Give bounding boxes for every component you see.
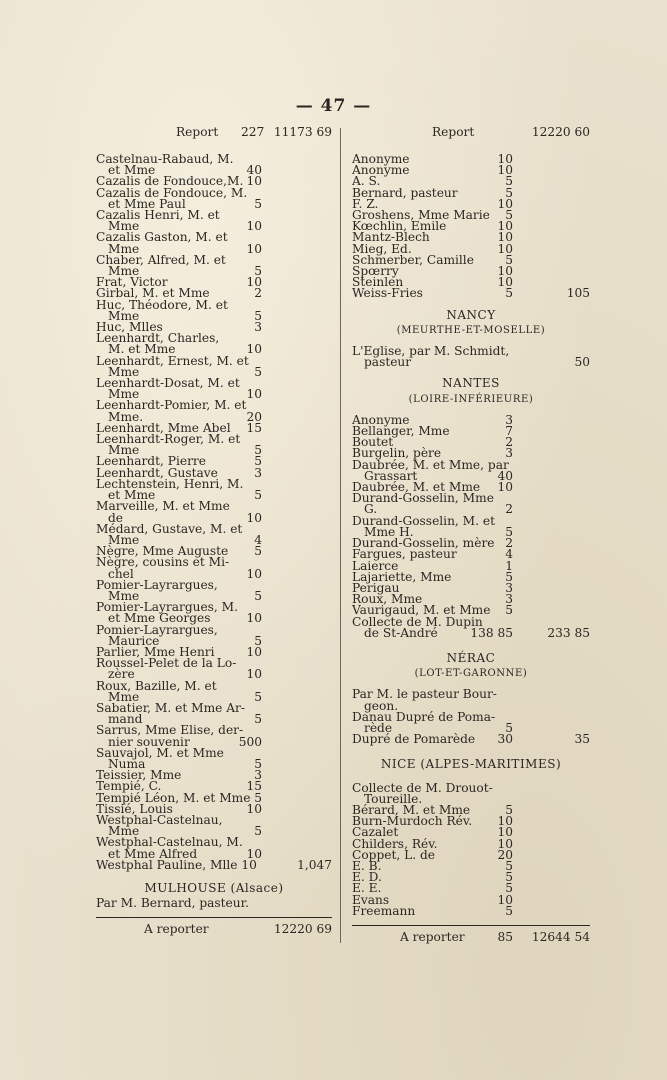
- entry-name-continued: pasteur: [364, 355, 412, 370]
- entry-amount: 10: [497, 196, 513, 211]
- entry-amount: 138 85: [470, 625, 513, 640]
- list-item: [96, 658, 332, 680]
- entry-name: Pomier-Layrargues,: [96, 577, 218, 592]
- entry-amount: 1: [505, 558, 513, 573]
- list-item: [96, 812, 332, 839]
- list-item: [352, 858, 590, 873]
- right-column: [352, 125, 590, 946]
- entry-amount: 4: [505, 547, 513, 562]
- entry-name: Roussel-Pelet de la Lo-: [96, 656, 237, 671]
- list-item: [96, 725, 332, 747]
- entry-name: Leenhardt, Mme Abel: [96, 420, 231, 435]
- entry-amount: 2: [505, 536, 513, 551]
- report-label: Report: [432, 125, 475, 139]
- entry-amount: 3: [505, 580, 513, 595]
- section-title-nice: NICE (ALPES-MARITIMES): [380, 757, 562, 772]
- entry-name: Westphal-Castelnau, M.: [96, 835, 243, 850]
- entry-amount: 10: [246, 387, 262, 402]
- entry-amount: 5: [505, 208, 513, 223]
- nancy-entry-list: [352, 346, 590, 368]
- section-subtitle-nantes: (LOIRE-INFÉRIEURE): [408, 393, 534, 405]
- entry-amount: 3: [254, 768, 262, 783]
- entry-name: Cazalet: [352, 825, 399, 840]
- entry-total: 1,047: [297, 857, 332, 872]
- entry-amount: 5: [505, 252, 513, 267]
- entry-amount: 5: [254, 196, 262, 211]
- entry-name-continued: Maurice: [108, 633, 160, 648]
- entry-name: Groshens, Mme Marie: [352, 208, 490, 223]
- entry-name-continued: Mme: [108, 532, 140, 547]
- entry-amount: 10: [497, 264, 513, 279]
- entry-amount: 3: [254, 320, 262, 335]
- footer-total: 12220 69: [273, 922, 332, 937]
- entry-amount: 5: [254, 308, 262, 323]
- entry-amount: 5: [254, 488, 262, 503]
- entry-amount: 5: [505, 802, 513, 817]
- entry-amount: 10: [246, 611, 262, 626]
- entry-amount: 30: [497, 732, 513, 747]
- list-item: [96, 577, 332, 603]
- entry-name: Médard, Gustave, M. et: [96, 521, 243, 536]
- entry-amount: 10: [246, 174, 262, 189]
- list-item: [96, 476, 332, 503]
- entry-amount: 10: [497, 480, 513, 495]
- entry-name: Anonyme: [352, 152, 410, 166]
- left-entry-list: [96, 154, 332, 871]
- entry-amount: 500: [238, 734, 262, 749]
- entry-amount: 5: [254, 824, 262, 839]
- entry-name: Leenhardt-Dosat, M. et: [96, 376, 240, 391]
- list-item: [96, 210, 332, 232]
- entry-name: Dupré de Pomarède: [352, 732, 476, 747]
- report-label: Report: [176, 125, 219, 139]
- entry-name-continued: nier souvenir: [108, 734, 190, 749]
- entry-amount: 20: [497, 847, 513, 862]
- entry-name: Roux, Bazille, M. et: [96, 678, 217, 693]
- list-item: [352, 709, 590, 735]
- entry-name-continued: rède: [364, 720, 393, 735]
- entry-name-continued: Mme.: [108, 409, 144, 424]
- entry-name-continued: et Mme Paul: [108, 196, 186, 211]
- entry-amount: 10: [246, 342, 262, 357]
- entry-amount: 10: [497, 836, 513, 851]
- entry-name: Weiss-Fries: [352, 286, 423, 301]
- entry-name-continued: Mme: [108, 443, 140, 458]
- total-rule: [352, 925, 590, 926]
- entry-name: Daubrée, M. et Mme, par: [352, 457, 509, 472]
- entry-amount: 10: [497, 241, 513, 256]
- entry-amount: 10: [246, 667, 262, 682]
- list-item: [96, 353, 332, 379]
- entry-amount: 10: [246, 275, 262, 290]
- entry-name-continued: Mme: [108, 264, 140, 279]
- entry-name: Roux, Mme: [352, 592, 423, 607]
- section-subtitle-nerac: (LOT-ET-GARONNE): [414, 668, 528, 680]
- entry-name: Castelnau-Rabaud, M.: [96, 152, 234, 166]
- entry-amount: 10: [246, 510, 262, 525]
- entry-name: E. B.: [352, 858, 382, 873]
- entry-name: Bellanger, Mme: [352, 424, 450, 439]
- entry-name: Pomier-Layrargues,: [96, 622, 218, 637]
- entry-name: Fargues, pasteur: [352, 547, 457, 562]
- entry-name: Vaurigaud, M. et Mme: [352, 603, 491, 618]
- entry-name: A. S.: [352, 174, 381, 189]
- entry-name: Huc, Théodore, M. et: [96, 297, 228, 312]
- entry-name: Durand-Gosselin, M. et: [352, 513, 496, 528]
- entry-name: Chaber, Alfred, M. et: [96, 252, 226, 267]
- entry-amount: 5: [505, 720, 513, 735]
- entry-amount: 10: [497, 219, 513, 234]
- entry-name-continued: Mme: [108, 824, 140, 839]
- entry-name: Perigau: [352, 580, 400, 595]
- entry-name: E. E.: [352, 881, 382, 896]
- entry-amount: 20: [246, 409, 262, 424]
- entry-name: Leenhardt-Roger, M. et: [96, 432, 241, 447]
- entry-name-continued: Mme: [108, 219, 140, 234]
- footer-total: 12644 54: [531, 929, 590, 944]
- entry-name: Westphal Pauline, Mlle 10: [96, 857, 257, 872]
- entry-name-continued: Toureille.: [364, 791, 423, 806]
- report-count: 227: [241, 125, 265, 139]
- report-total: 12220 60: [531, 125, 590, 139]
- entry-amount: 10: [497, 892, 513, 907]
- entry-amount: 2: [505, 502, 513, 517]
- entry-name: Mantz-Blech: [352, 230, 430, 245]
- entry-amount: 5: [505, 903, 513, 918]
- entry-name: Lajariette, Mme: [352, 569, 452, 584]
- entry-amount: 3: [505, 412, 513, 427]
- entry-name: Freemann: [352, 903, 416, 918]
- entry-amount: 5: [254, 588, 262, 603]
- list-item: [96, 297, 332, 323]
- entry-name: Danau Dupré de Poma-: [352, 709, 496, 724]
- entry-name: Evans: [352, 892, 390, 907]
- list-item: [96, 501, 332, 523]
- entry-amount: 10: [246, 566, 262, 581]
- section-title-mulhouse: MULHOUSE (Alsace): [144, 881, 284, 895]
- entry-name: Marveille, M. et Mme: [96, 499, 230, 514]
- entry-name: Sauvajol, M. et Mme: [96, 745, 224, 760]
- entry-name: Tempié Léon, M. et Mme: [96, 790, 251, 805]
- entry-name: Leenhardt, Pierre: [96, 454, 206, 469]
- entry-amount: 5: [505, 881, 513, 896]
- entry-amount: 2: [505, 435, 513, 450]
- list-item: [352, 165, 590, 176]
- list-item: [352, 847, 590, 862]
- section-subtitle-nancy: (MEURTHE-ET-MOSELLE): [396, 324, 546, 336]
- entry-amount: 3: [505, 446, 513, 461]
- entry-name: F. Z.: [352, 196, 379, 211]
- entry-name-continued: et Mme Alfred: [108, 846, 198, 861]
- entry-total: 105: [566, 286, 590, 301]
- list-item: [352, 903, 590, 918]
- entry-amount: 5: [505, 603, 513, 618]
- list-item: [352, 493, 590, 515]
- entry-name: Bérard, M. et Mme: [352, 802, 471, 817]
- section-title-nerac: NÉRAC: [446, 650, 496, 665]
- entry-name-continued: de St-André: [364, 625, 438, 640]
- entry-amount: 15: [246, 420, 262, 435]
- entry-name: Leenhardt, Ernest, M. et: [96, 353, 249, 368]
- entry-name: Durand-Gosselin, Mme: [352, 491, 494, 506]
- entry-amount: 5: [254, 689, 262, 704]
- entry-name-continued: Grassart: [364, 468, 418, 483]
- entry-name: Durand-Gosselin, mère: [352, 536, 495, 551]
- list-item: [352, 288, 590, 299]
- page-number: — 47 —: [295, 96, 372, 116]
- list-item: [96, 557, 332, 579]
- entry-name: Kœchlin, Emile: [352, 219, 447, 234]
- entry-name-continued: et Mme Georges: [108, 611, 211, 626]
- list-item: [96, 400, 332, 422]
- entry-name: Lechtenstein, Henri, M.: [96, 476, 244, 491]
- entry-amount: 5: [505, 524, 513, 539]
- list-item: [96, 232, 332, 254]
- entry-name: Mieg, Ed.: [352, 241, 412, 256]
- nerac-entry-list: [352, 689, 590, 745]
- list-item: [96, 154, 332, 176]
- list-item: [352, 185, 590, 200]
- entry-name: Girbal, M. et Mme: [96, 286, 210, 301]
- entry-name: Collecte de M. Drouot-: [352, 780, 493, 795]
- list-item: [96, 837, 332, 859]
- entry-amount: 5: [254, 712, 262, 727]
- section-note: Par M. Bernard, pasteur.: [96, 896, 249, 911]
- entry-name-continued: Numa: [108, 756, 146, 771]
- entry-amount: 7: [505, 424, 513, 439]
- entry-name: Par M. le pasteur Bour-: [352, 687, 497, 702]
- list-item: [96, 745, 332, 771]
- entry-amount: 15: [246, 779, 262, 794]
- entry-name-continued: mand: [108, 712, 143, 727]
- entry-amount: 5: [254, 364, 262, 379]
- entry-amount: 10: [246, 644, 262, 659]
- entry-name: L'Eglise, par M. Schmidt,: [352, 344, 510, 359]
- entry-name: Tempié, C.: [96, 779, 162, 794]
- entry-name: Teissier, Mme: [96, 768, 182, 783]
- entry-name: Daubrée, M. et Mme: [352, 480, 481, 495]
- entry-name: Sabatier, M. et Mme Ar-: [96, 700, 246, 715]
- entry-name: Pomier-Layrargues, M.: [96, 600, 239, 615]
- list-item: [352, 513, 590, 539]
- entry-amount: 10: [497, 230, 513, 245]
- entry-amount: 40: [497, 468, 513, 483]
- entry-name-continued: et Mme: [108, 163, 156, 178]
- entry-name-continued: de: [108, 510, 124, 525]
- entry-amount: 5: [505, 286, 513, 301]
- entry-amount: 5: [254, 756, 262, 771]
- entry-amount: 10: [246, 241, 262, 256]
- entry-amount: 5: [254, 790, 262, 805]
- entry-name: Sarrus, Mme Elise, der-: [96, 723, 244, 738]
- entry-name: Collecte de M. Dupin: [352, 614, 483, 629]
- entry-total: 233 85: [547, 625, 590, 640]
- entry-name: Schmerber, Camille: [352, 252, 474, 267]
- entry-name-continued: Mme: [108, 689, 140, 704]
- entry-amount: 5: [505, 870, 513, 885]
- footer-label: A reporter: [144, 922, 209, 937]
- list-item: [352, 614, 590, 640]
- entry-name: Leenhardt, Gustave: [96, 465, 218, 480]
- entry-amount: 2: [254, 286, 262, 301]
- entry-name-continued: zère: [108, 667, 135, 682]
- list-item: [352, 346, 590, 368]
- entry-amount: 5: [254, 544, 262, 559]
- nantes-entry-list: [352, 412, 590, 640]
- entry-name-continued: M. et Mme: [108, 342, 176, 357]
- entry-name-continued: Mme: [108, 241, 140, 256]
- left-footer: [96, 924, 332, 938]
- entry-name-continued: Mme: [108, 364, 140, 379]
- entry-amount: 5: [254, 443, 262, 458]
- footer-label: A reporter: [400, 929, 465, 944]
- column-divider: [340, 128, 341, 943]
- section-title-nancy: NANCY: [446, 307, 496, 322]
- nice-entry-list: [352, 780, 590, 918]
- entry-name: Westphal-Castelnau,: [96, 812, 223, 827]
- entry-name-continued: Mme: [108, 387, 140, 402]
- section-title-nantes: NANTES: [442, 376, 500, 391]
- entry-amount: 5: [505, 569, 513, 584]
- list-item: [352, 780, 590, 806]
- list-item: [352, 734, 590, 745]
- entry-name-continued: Mme H.: [364, 524, 414, 539]
- entry-name: Anonyme: [352, 412, 410, 427]
- footer-subtotal: 85: [497, 929, 513, 944]
- right-report-header: [352, 125, 590, 141]
- entry-amount: 10: [246, 801, 262, 816]
- entry-name-continued: G.: [364, 502, 378, 517]
- list-item: [96, 622, 332, 648]
- list-item: [96, 857, 332, 872]
- entry-name: Coppet, L. de: [352, 847, 435, 862]
- entry-name: Tissié, Louis: [96, 801, 173, 816]
- entry-name: Childers, Rév.: [352, 836, 438, 851]
- entry-total: 35: [574, 732, 590, 747]
- entry-total: 50: [574, 355, 590, 370]
- entry-amount: 5: [254, 454, 262, 469]
- list-item: [96, 700, 332, 727]
- entry-name-continued: et Mme: [108, 488, 156, 503]
- list-item: [96, 185, 332, 211]
- entry-name: Leenhardt, Charles,: [96, 331, 220, 346]
- right-footer: [352, 929, 590, 946]
- entry-amount: 5: [254, 633, 262, 648]
- list-item: [96, 434, 332, 456]
- entry-name: Cazalis Henri, M. et: [96, 208, 220, 223]
- entry-name: Boutet: [352, 435, 394, 450]
- entry-name: Leenhardt-Pomier, M. et: [96, 398, 247, 413]
- entry-amount: 5: [505, 858, 513, 873]
- entry-name: Burn-Murdoch Rév.: [352, 814, 473, 829]
- list-item: [96, 252, 332, 279]
- entry-name: Burgelin, père: [352, 446, 442, 461]
- entry-amount: 10: [497, 163, 513, 178]
- list-item: [352, 457, 590, 483]
- entry-amount: 40: [246, 163, 262, 178]
- list-item: [96, 602, 332, 624]
- entry-amount: 3: [254, 465, 262, 480]
- list-item: [96, 521, 332, 547]
- entry-amount: 10: [497, 825, 513, 840]
- entry-name: E. D.: [352, 870, 382, 885]
- entry-name: Laierce: [352, 558, 399, 573]
- report-total: 11173 69: [273, 125, 332, 139]
- entry-amount: 10: [246, 846, 262, 861]
- entry-amount: 10: [497, 275, 513, 290]
- total-rule: [96, 917, 332, 918]
- left-column: [96, 125, 332, 938]
- entry-amount: 10: [497, 152, 513, 166]
- entry-amount: 10: [497, 814, 513, 829]
- list-item: [96, 333, 332, 355]
- entry-name: Nègre, Mme Auguste: [96, 544, 229, 559]
- entry-amount: 10: [246, 219, 262, 234]
- anonymous-entry-list: [352, 154, 590, 300]
- entry-name: Frat, Victor: [96, 275, 168, 290]
- list-item: [352, 872, 590, 883]
- entry-name-continued: Mme: [108, 308, 140, 323]
- entry-name: Cazalis de Fondouce,M.: [96, 174, 244, 189]
- entry-amount: 3: [505, 592, 513, 607]
- entry-name: Bernard, pasteur: [352, 185, 458, 200]
- list-item: [96, 678, 332, 704]
- entry-name: Spœrry: [352, 264, 399, 279]
- entry-name: Parlier, Mme Henri: [96, 644, 215, 659]
- entry-amount: 4: [254, 532, 262, 547]
- entry-name: Steinlen: [352, 275, 404, 290]
- entry-name-continued: Mme: [108, 588, 140, 603]
- list-item: [352, 689, 590, 711]
- entry-amount: 5: [505, 185, 513, 200]
- entry-name: Huc, Mlles: [96, 320, 163, 335]
- entry-name: Cazalis Gaston, M. et: [96, 230, 228, 245]
- entry-name: Cazalis de Fondouce, M.: [96, 185, 248, 200]
- entry-name: Anonyme: [352, 163, 410, 178]
- entry-name: Nègre, cousins et Mi-: [96, 555, 230, 570]
- entry-name-continued: geon.: [364, 698, 399, 713]
- entry-amount: 5: [505, 174, 513, 189]
- entry-name-continued: chel: [108, 566, 134, 581]
- left-report-header: [96, 125, 332, 141]
- entry-amount: 5: [254, 264, 262, 279]
- list-item: [96, 378, 332, 400]
